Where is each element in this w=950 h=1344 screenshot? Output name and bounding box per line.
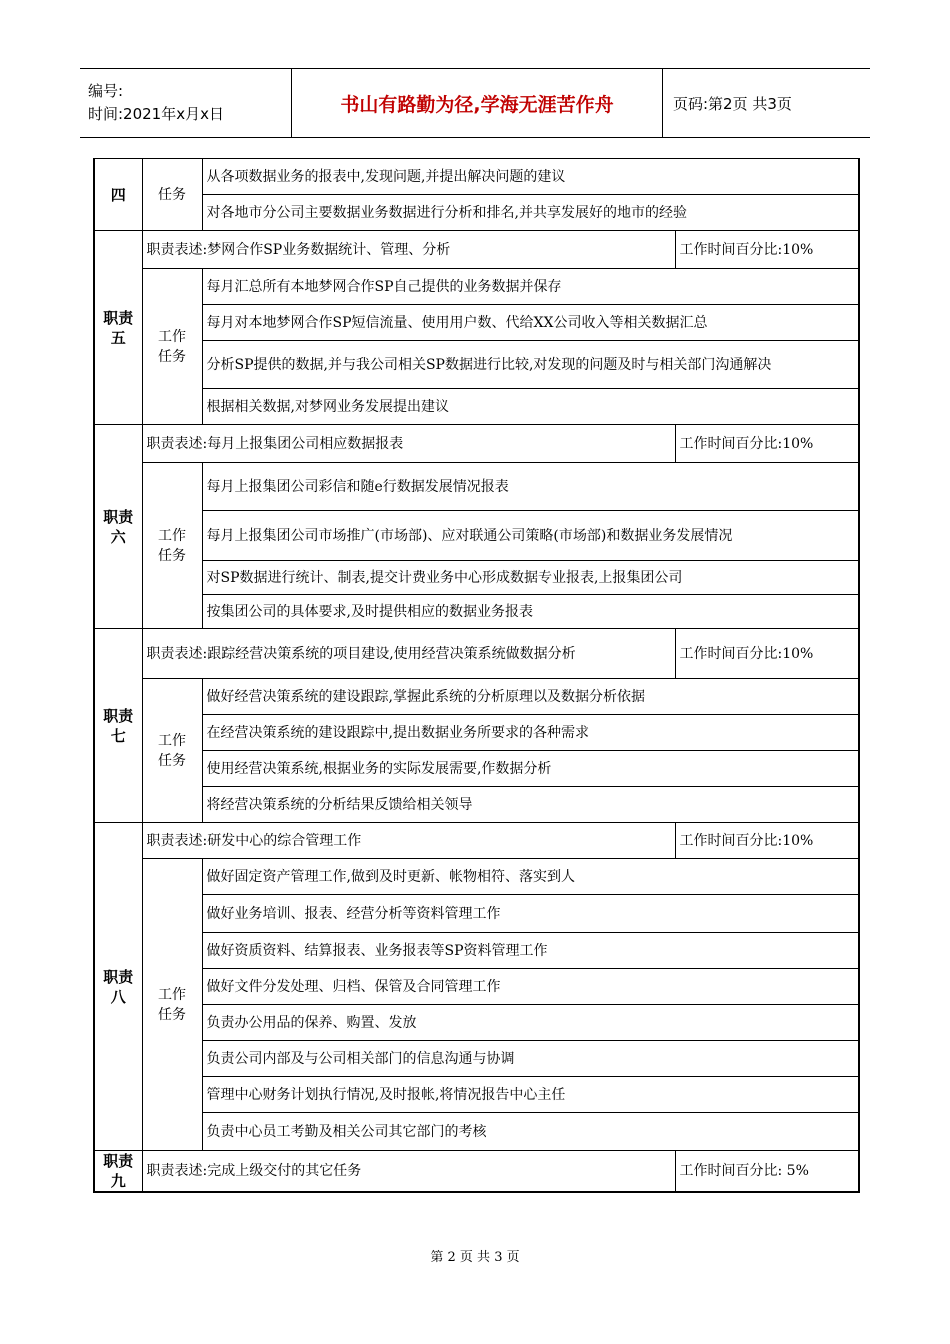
- task-label: 工作任务: [157, 328, 186, 365]
- header-page-label: 页码:第2页 共3页: [673, 94, 792, 113]
- task-row: [94, 751, 859, 787]
- task-row: [94, 561, 859, 595]
- task-item: 使用经营决策系统,根据业务的实际发展需要,作数据分析: [202, 751, 859, 787]
- work-time-percentage: 工作时间百分比:10%: [675, 823, 859, 859]
- duty-description-row: [94, 629, 859, 679]
- task-row: [94, 895, 859, 933]
- task-label-cell: [142, 159, 202, 231]
- work-time-percentage: 工作时间百分比:10%: [675, 231, 859, 269]
- task-row: [94, 859, 859, 895]
- task-item: 每月上报集团公司彩信和随e行数据发展情况报表: [202, 463, 859, 511]
- task-item: 每月上报集团公司市场推广(市场部)、应对联通公司策略(市场部)和数据业务发展情况: [202, 511, 859, 561]
- duty-number: 职责七: [103, 706, 134, 745]
- duty-number: 职责五: [103, 308, 134, 347]
- work-time-percentage: 工作时间百分比:10%: [675, 629, 859, 679]
- task-label: 工作任务: [157, 732, 186, 769]
- task-row: [94, 269, 859, 305]
- duty-description: 职责表述:完成上级交付的其它任务: [142, 1151, 675, 1193]
- duty-number: 职责六: [103, 507, 134, 546]
- task-row: [94, 1005, 859, 1041]
- task-item: 负责办公用品的保养、购置、发放: [202, 1005, 859, 1041]
- duty-description: 职责表述:跟踪经营决策系统的项目建设,使用经营决策系统做数据分析: [142, 629, 675, 679]
- duty-description-row: [94, 425, 859, 463]
- task-item: 负责公司内部及与公司相关部门的信息沟通与协调: [202, 1041, 859, 1077]
- task-row: [94, 305, 859, 341]
- duty-number-cell: [94, 231, 142, 425]
- header-meta: [80, 69, 292, 137]
- task-item: 做好经营决策系统的建设跟踪,掌握此系统的分析原理以及数据分析依据: [202, 679, 859, 715]
- duty-description: 职责表述:研发中心的综合管理工作: [142, 823, 675, 859]
- task-row: [94, 595, 859, 629]
- task-label-cell: [142, 463, 202, 629]
- duty-number-cell: [94, 1151, 142, 1193]
- task-label-cell: [142, 269, 202, 425]
- document-number-label: 编号:: [88, 82, 124, 100]
- task-row: [94, 389, 859, 425]
- task-row: [94, 511, 859, 561]
- task-row: [94, 1041, 859, 1077]
- task-label: 任务: [157, 186, 186, 203]
- task-item: 负责中心员工考勤及相关公司其它部门的考核: [202, 1113, 859, 1151]
- task-row: [94, 933, 859, 969]
- task-label-cell: [142, 679, 202, 823]
- task-label: 工作任务: [157, 986, 186, 1023]
- duty-number-cell: [94, 159, 142, 231]
- task-item: 每月汇总所有本地梦网合作SP自己提供的业务数据并保存: [202, 269, 859, 305]
- task-row: [94, 787, 859, 823]
- duty-number: 职责八: [103, 967, 134, 1006]
- duty-number-cell: [94, 425, 142, 629]
- task-item: 在经营决策系统的建设跟踪中,提出数据业务所要求的各种需求: [202, 715, 859, 751]
- document-time-label: 时间:2021年x月x日: [88, 105, 224, 123]
- task-item: 将经营决策系统的分析结果反馈给相关领导: [202, 787, 859, 823]
- duty-description-row: [94, 231, 859, 269]
- duty-description-row: [94, 823, 859, 859]
- duty-number: 职责九: [103, 1152, 134, 1190]
- duty-number: 四: [110, 185, 126, 204]
- work-time-percentage: 工作时间百分比: 5%: [675, 1151, 859, 1193]
- task-row: [94, 1113, 859, 1151]
- task-label: 工作任务: [157, 527, 186, 564]
- task-item: 按集团公司的具体要求,及时提供相应的数据业务报表: [202, 595, 859, 629]
- duty-table: [93, 158, 860, 1193]
- task-item: 每月对本地梦网合作SP短信流量、使用用户数、代给XX公司收入等相关数据汇总: [202, 305, 859, 341]
- task-item: 做好文件分发处理、归档、保管及合同管理工作: [202, 969, 859, 1005]
- task-row: [94, 195, 859, 231]
- task-item: 做好资质资料、结算报表、业务报表等SP资料管理工作: [202, 933, 859, 969]
- header-motto: 书山有路勤为径,学海无涯苦作舟: [292, 69, 663, 137]
- task-item: 管理中心财务计划执行情况,及时报帐,将情况报告中心主任: [202, 1077, 859, 1113]
- duty-description-row: [94, 1151, 859, 1193]
- task-item: 做好业务培训、报表、经营分析等资料管理工作: [202, 895, 859, 933]
- task-row: [94, 341, 859, 389]
- task-item: 从各项数据业务的报表中,发现问题,并提出解决问题的建议: [202, 159, 859, 195]
- duty-description: 职责表述:每月上报集团公司相应数据报表: [142, 425, 675, 463]
- task-item: 做好固定资产管理工作,做到及时更新、帐物相符、落实到人: [202, 859, 859, 895]
- task-row: [94, 679, 859, 715]
- task-row: [94, 159, 859, 195]
- task-row: [94, 463, 859, 511]
- duty-number-cell: [94, 823, 142, 1151]
- task-row: [94, 715, 859, 751]
- duty-number-cell: [94, 629, 142, 823]
- task-item: 根据相关数据,对梦网业务发展提出建议: [202, 389, 859, 425]
- task-item: 对SP数据进行统计、制表,提交计费业务中心形成数据专业报表,上报集团公司: [202, 561, 859, 595]
- task-item: 分析SP提供的数据,并与我公司相关SP数据进行比较,对发现的问题及时与相关部门沟通解决: [202, 341, 859, 389]
- task-row: [94, 1077, 859, 1113]
- task-row: [94, 969, 859, 1005]
- page-header: [80, 68, 870, 138]
- page-footer: 第 2 页 共 3 页: [430, 1250, 520, 1265]
- task-item: 对各地市分公司主要数据业务数据进行分析和排名,并共享发展好的地市的经验: [202, 195, 859, 231]
- duty-description: 职责表述:梦网合作SP业务数据统计、管理、分析: [142, 231, 675, 269]
- work-time-percentage: 工作时间百分比:10%: [675, 425, 859, 463]
- task-label-cell: [142, 859, 202, 1151]
